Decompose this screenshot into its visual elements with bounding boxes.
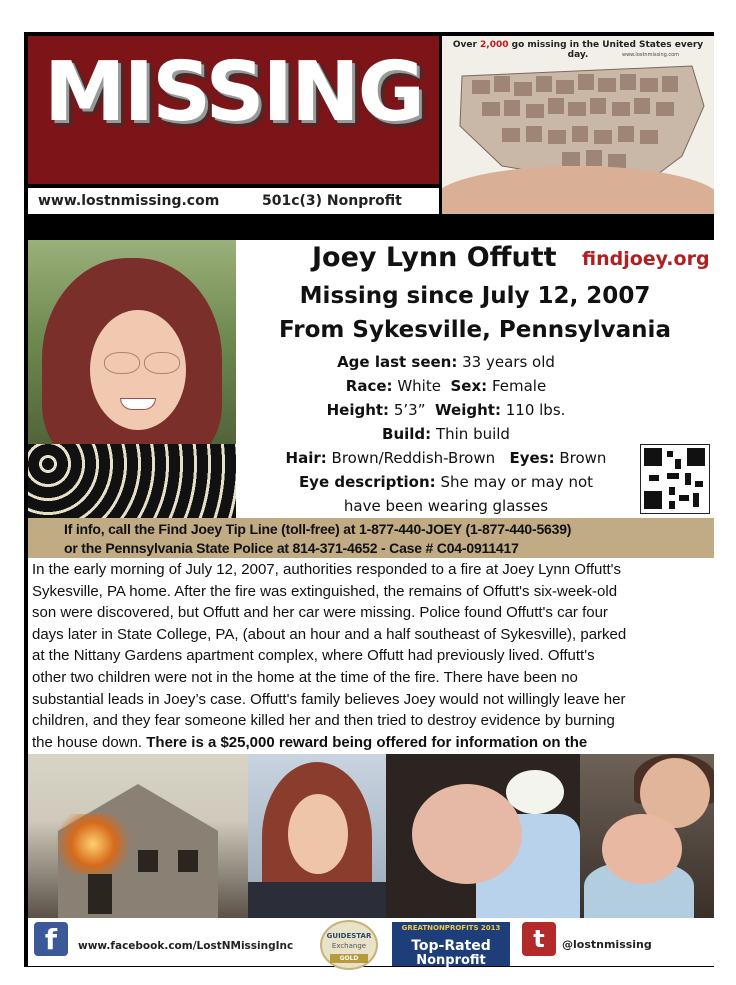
missing-since: Missing since July 12, 2007 <box>299 283 651 309</box>
qr-code-icon[interactable] <box>640 444 710 514</box>
fact-height-weight: Height: 5’3” Weight: 110 lbs. <box>326 401 566 419</box>
tip-line-bar <box>28 518 714 558</box>
from-location: From Sykesville, Pennsylvania <box>279 317 671 343</box>
guidestar-badge-icon[interactable]: GUIDESTAR Exchange GOLD <box>320 920 378 970</box>
story-text: In the early morning of July 12, 2007, authorities responded to a fire at Joey Lynn Offutt's Sykesville, PA home. After the fire was extinguished, the remains of Offutt's six-week-old son were discovered, but Offutt and her car were missing. Police found Offutt's car four days later in State College, PA, (about an hour and a half southeast of Sykesville), parked at the Nittany Gardens apartment complex, where Offutt had previously lived. Offutt's other two children were not in the home at the time of the fire. There have been no substantial leads in Joey’s case. Offutt's family believes Joey would not willingly leave her children, and they fear someone killed her and then tried to destroy evidence by burning the house down. There is a $25,000 reward being offered for information on the <box>32 561 627 751</box>
fact-race-sex: Race: White Sex: Female <box>345 377 547 395</box>
fact-age: Age last seen: 33 years old <box>337 353 555 371</box>
fact-hair-eyes: Hair: Brown/Reddish-Brown Eyes: Brown <box>285 449 607 467</box>
map-caption: Over 2,000 go missing in the United States every day. <box>452 40 704 60</box>
usa-photo-map <box>442 36 714 214</box>
website-link[interactable]: www.lostnmissing.com <box>38 193 220 209</box>
portrait-photo <box>28 240 236 518</box>
top-rated-badge[interactable]: GREATNONPROFITS 2013 Top-Rated Nonprofit <box>392 922 510 966</box>
missing-title: MISSING <box>44 45 423 140</box>
tip-line-1: If info, call the Find Joey Tip Line (toll-free) at 1-877-440-JOEY (1-877-440-5639) <box>64 521 572 537</box>
case-story <box>28 558 714 770</box>
facebook-icon[interactable]: f <box>34 922 68 956</box>
map-caption-url: www.lostnmissing.com <box>622 52 680 58</box>
person-name: Joey Lynn Offutt <box>312 242 557 273</box>
twitter-icon[interactable]: t <box>522 922 556 956</box>
twitter-handle[interactable]: @lostnmissing <box>562 938 652 951</box>
mother-baby-photo <box>580 754 714 918</box>
fact-build: Build: Thin build <box>382 425 510 443</box>
house-fire-photo <box>28 754 248 918</box>
fact-eye-description: Eye description: She may or may not <box>298 473 594 491</box>
nonprofit-label: 501c(3) Nonprofit <box>262 193 402 209</box>
fact-eye-description-cont: have been wearing glasses <box>343 497 549 515</box>
second-portrait-photo <box>248 754 386 918</box>
facebook-link[interactable]: www.facebook.com/LostNMissingInc <box>78 940 294 952</box>
reward-text: There is a $25,000 reward being offered for information on the <box>146 733 588 751</box>
baby-photo <box>386 754 580 918</box>
tip-line-2: or the Pennsylvania State Police at 814-371-4652 - Case # C04-0911417 <box>64 540 519 556</box>
findjoey-link[interactable]: findjoey.org <box>582 248 710 270</box>
